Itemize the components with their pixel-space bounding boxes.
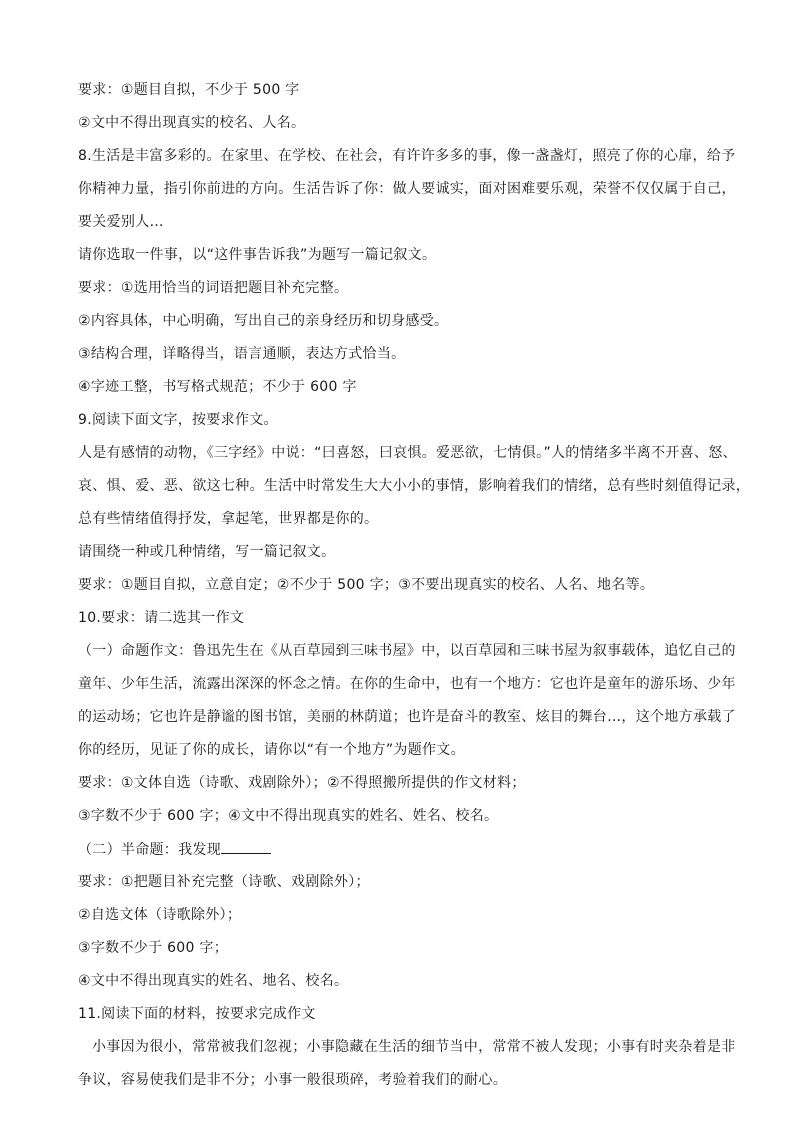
text-line: 请围绕一种或几种情绪，写一篇记叙文。 xyxy=(78,544,336,560)
text-line: （一）命题作文：鲁迅先生在《从百草园到三味书屋》中，以百草园和三味书屋为叙事载体，追忆自己的 xyxy=(78,643,736,659)
text-line: 总有些情绪值得抒发，拿起笔，世界都是你的。 xyxy=(78,511,379,527)
text-line: 哀、惧、爱、恶、欲这七种。生活中时常发生大大小小的事情，影响着我们的情绪，总有些时刻值得记录， xyxy=(78,478,751,494)
text-line: 你的经历，见证了你的成长，请你以“有一个地方”为题作文。 xyxy=(78,742,465,758)
text-line: ②文中不得出现真实的校名、人名。 xyxy=(78,115,306,131)
text-line: ③字数不少于 600 字；④文中不得出现真实的姓名、姓名、校名。 xyxy=(78,808,499,824)
text-line: 你精神力量，指引你前进的方向。生活告诉了你：做人要诚实，面对困难要乐观，荣誉不仅仅属于自己， xyxy=(78,181,736,197)
text-line: 童年、少年生活，流露出深深的怀念之情。在你的生命中，也有一个地方：它也许是童年的游乐场、少年 xyxy=(78,676,736,692)
text-line: ③结构合理，详略得当，语言通顺，表达方式恰当。 xyxy=(78,346,406,362)
text-line: 要求：①文体自选（诗歌、戏剧除外）；②不得照搬所提供的作文材料； xyxy=(78,775,526,791)
text-line: ②自选文体（诗歌除外）； xyxy=(78,907,242,923)
question-10-line: 10.要求：请二选其一作文 xyxy=(78,610,245,626)
text-line: ②内容具体，中心明确，写出自己的亲身经历和切身感受。 xyxy=(78,313,449,329)
text-line: 要求：①题目自拟，不少于 500 字 xyxy=(78,82,300,98)
question-9-line: 9.阅读下面文字，按要求作文。 xyxy=(78,412,278,428)
half-title-line xyxy=(78,839,718,860)
text-line: 小事因为很小，常常被我们忽视；小事隐藏在生活的细节当中，常常不被人发现；小事有时夹杂着是非 xyxy=(92,1039,736,1055)
fill-in-blank xyxy=(221,839,271,854)
text-line: 要关爱别人… xyxy=(78,214,164,230)
text-line: 要求：①题目自拟，立意自定；②不少于 500 字；③不要出现真实的校名、人名、地名等。 xyxy=(78,577,655,593)
text-line: 争议，容易使我们是非不分；小事一般很琐碎，考验着我们的耐心。 xyxy=(78,1072,507,1088)
text-line: 要求：①选用恰当的词语把题目补充完整。 xyxy=(78,280,349,296)
question-11-line: 11.阅读下面的材料，按要求完成作文 xyxy=(78,1006,316,1022)
text-line: 的运动场；它也许是静谧的图书馆，美丽的林荫道；也许是奋斗的教室、炫目的舞台…，这个地方承载了 xyxy=(78,709,736,725)
text-line: ③字数不少于 600 字； xyxy=(78,940,229,956)
text-line: 人是有感情的动物，《三字经》中说：“曰喜怒，曰哀惧。爱恶欲，七情俱。”人的情绪多半离不开喜、怒、 xyxy=(78,445,737,461)
text-line: 请你选取一件事，以“这件事告诉我”为题写一篇记叙文。 xyxy=(78,247,437,263)
text-line: ④字迹工整，书写格式规范；不少于 600 字 xyxy=(78,379,357,395)
text-line: 要求：①把题目补充完整（诗歌、戏剧除外）； xyxy=(78,874,370,890)
text-line: ④文中不得出现真实的姓名、地名、校名。 xyxy=(78,973,349,989)
question-8-line: 8.生活是丰富多彩的。在家里、在学校、在社会，有许许多多的事，像一盏盏灯，照亮了你的心扉，给予 xyxy=(78,148,736,164)
half-title-text: （二）半命题：我发现 xyxy=(78,842,221,858)
